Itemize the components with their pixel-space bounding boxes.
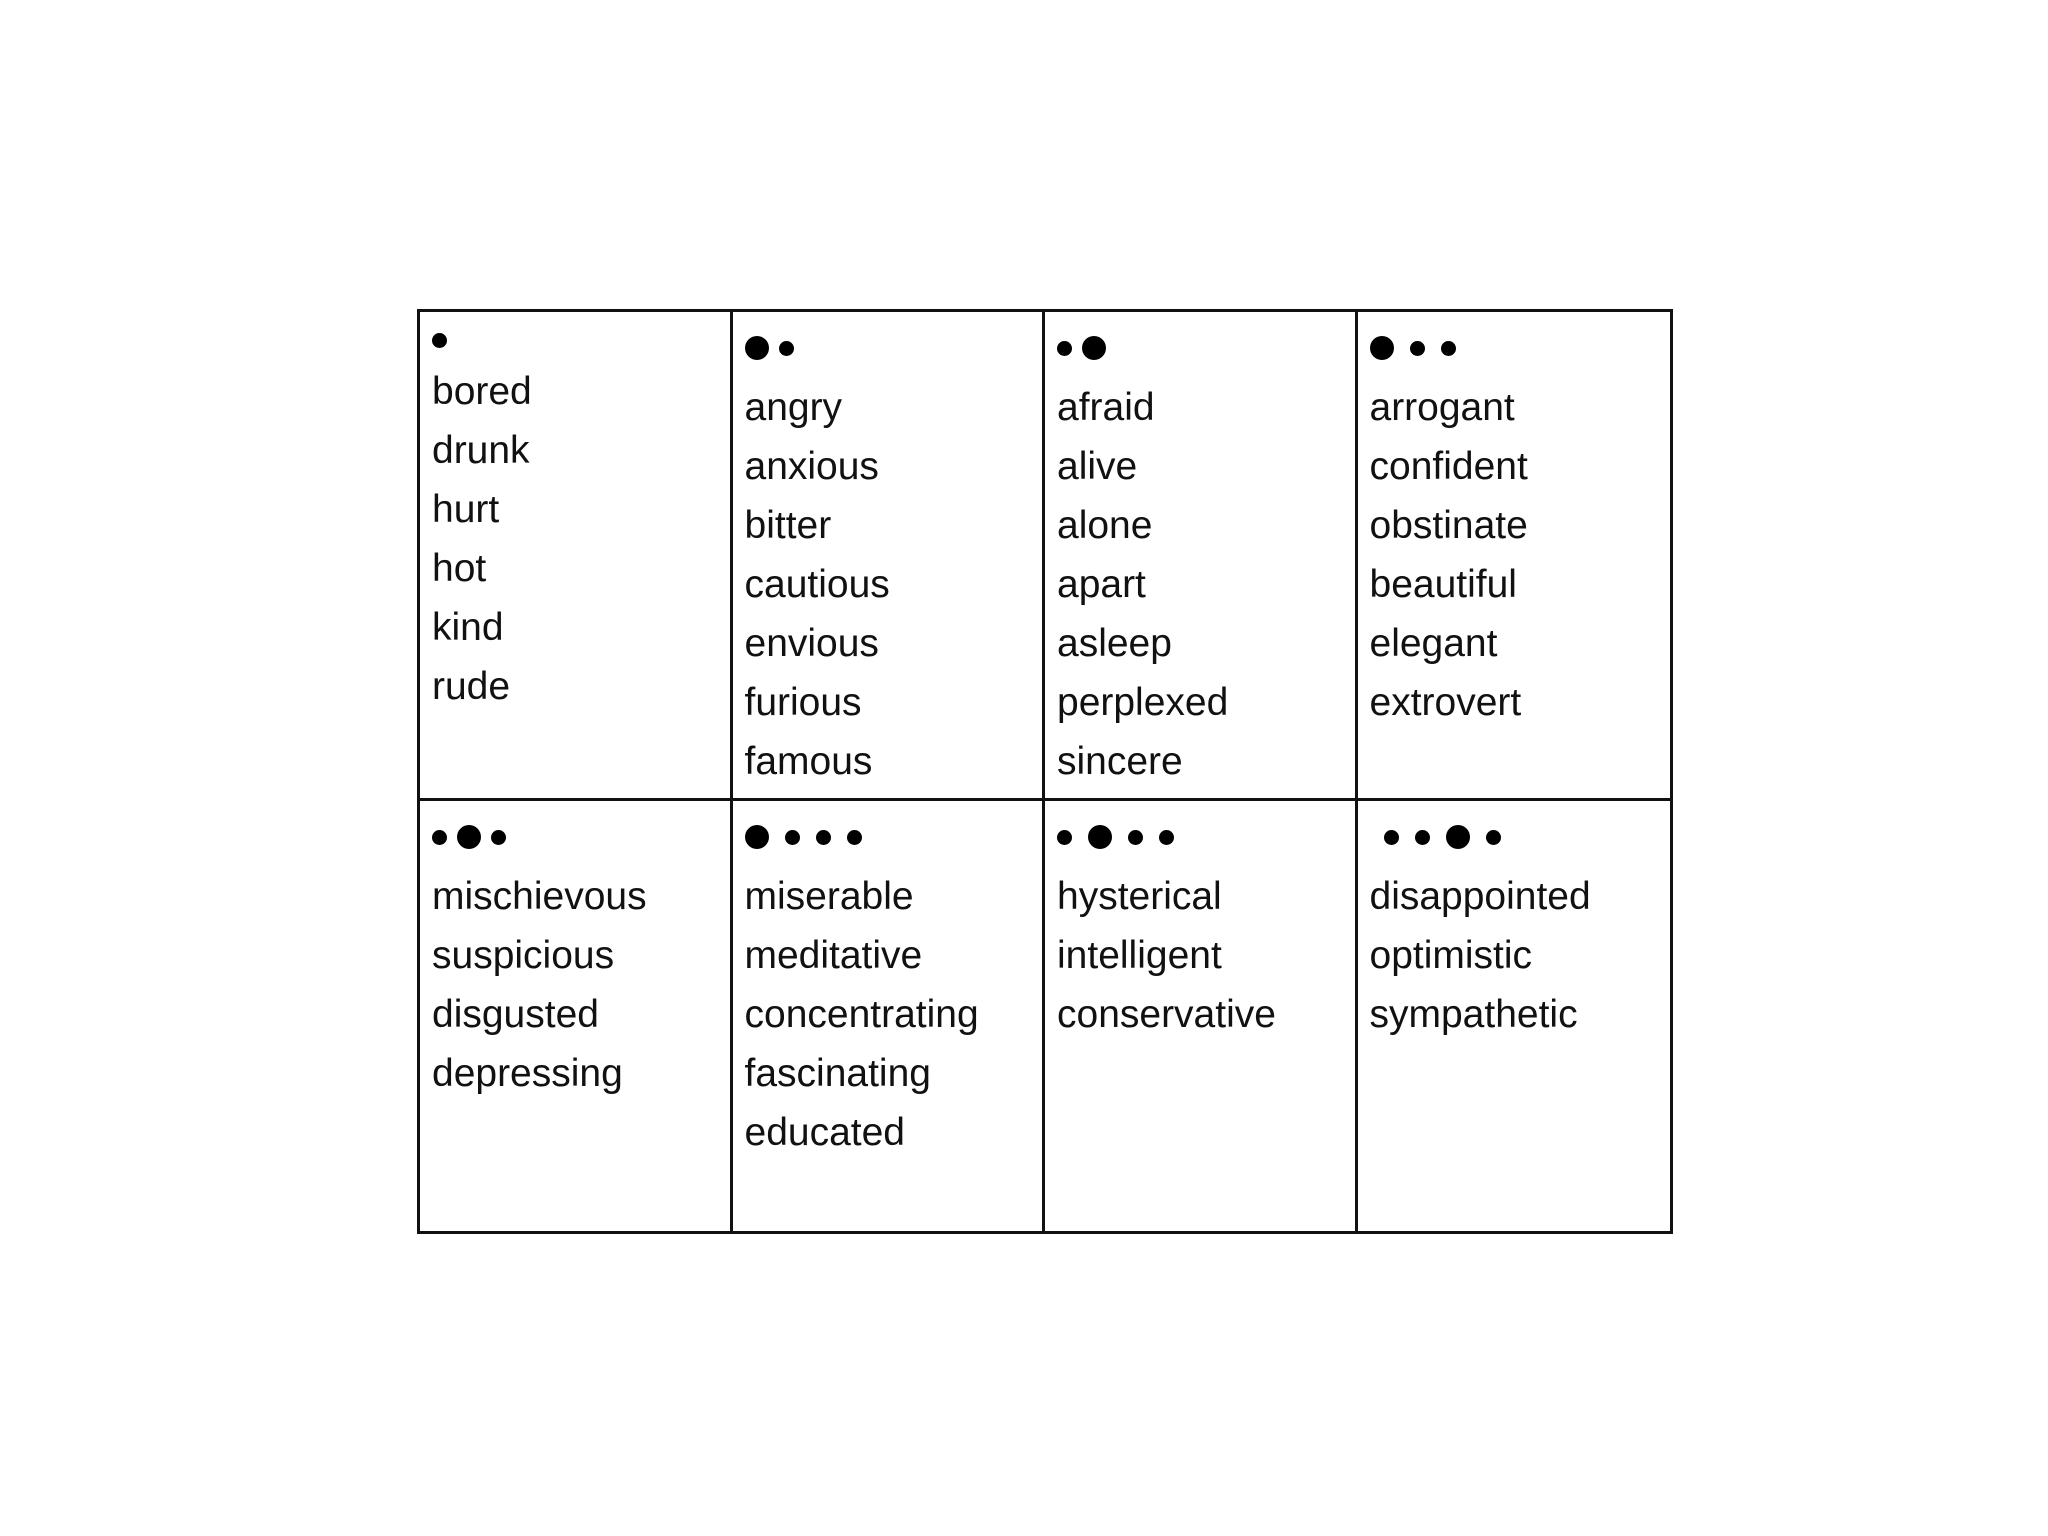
word-item: extrovert (1369, 681, 1522, 724)
word-list (1057, 378, 1355, 791)
stress-pattern (1057, 817, 1355, 857)
table-cell (1358, 801, 1671, 1231)
unstressed-syllable-dot (1159, 830, 1174, 845)
unstressed-syllable-dot (1415, 830, 1430, 845)
word-item: beautiful (1369, 563, 1517, 606)
word-item: arrogant (1369, 386, 1515, 429)
word-item: rude (432, 665, 511, 708)
unstressed-syllable-dot (432, 333, 447, 348)
word-item: drunk (432, 429, 530, 472)
word-item: anxious (744, 445, 879, 488)
unstressed-syllable-dot (491, 830, 506, 845)
word-list (1057, 867, 1355, 1044)
word-item: confident (1369, 445, 1528, 488)
unstressed-syllable-dot (1384, 830, 1399, 845)
word-item: intelligent (1057, 934, 1222, 977)
word-list (745, 378, 1043, 791)
unstressed-syllable-dot (1057, 341, 1072, 356)
word-item: miserable (744, 875, 914, 918)
word-item: obstinate (1369, 504, 1528, 547)
word-item: cautious (744, 563, 890, 606)
unstressed-syllable-dot (1410, 341, 1425, 356)
table-cell (733, 312, 1046, 801)
word-list (432, 362, 730, 716)
stress-pattern (432, 328, 730, 352)
word-item: fascinating (744, 1052, 931, 1095)
word-list (745, 867, 1043, 1162)
table-cell (1358, 312, 1671, 801)
stress-pattern-table (417, 309, 1673, 1234)
word-item: suspicious (432, 934, 615, 977)
stressed-syllable-dot (745, 336, 769, 360)
word-item: sincere (1057, 740, 1183, 783)
stressed-syllable-dot (1370, 336, 1394, 360)
word-item: disgusted (432, 993, 599, 1036)
word-item: bored (432, 370, 532, 413)
stressed-syllable-dot (745, 825, 769, 849)
word-list (1370, 378, 1671, 732)
word-item: meditative (744, 934, 923, 977)
unstressed-syllable-dot (1128, 830, 1143, 845)
table-cell (420, 801, 733, 1231)
word-list (1370, 867, 1671, 1044)
stressed-syllable-dot (1446, 825, 1470, 849)
table-cell (420, 312, 733, 801)
word-item: conservative (1057, 993, 1276, 1036)
word-item: mischievous (432, 875, 647, 918)
stress-pattern (1370, 817, 1671, 857)
word-item: apart (1057, 563, 1146, 606)
stress-pattern (745, 817, 1043, 857)
word-item: optimistic (1369, 934, 1533, 977)
word-item: disappointed (1369, 875, 1591, 918)
word-list (432, 867, 730, 1103)
unstressed-syllable-dot (1486, 830, 1501, 845)
word-item: asleep (1057, 622, 1172, 665)
word-item: alive (1057, 445, 1138, 488)
word-item: elegant (1369, 622, 1498, 665)
word-item: depressing (432, 1052, 623, 1095)
unstressed-syllable-dot (847, 830, 862, 845)
stress-pattern (1370, 328, 1671, 368)
word-item: hurt (432, 488, 500, 531)
word-item: envious (744, 622, 879, 665)
unstressed-syllable-dot (779, 341, 794, 356)
word-item: hysterical (1057, 875, 1222, 918)
word-item: kind (432, 606, 504, 649)
word-item: educated (744, 1111, 905, 1154)
word-item: hot (432, 547, 487, 590)
stress-pattern (432, 817, 730, 857)
table-cell (1045, 312, 1358, 801)
stress-pattern (1057, 328, 1355, 368)
word-item: sympathetic (1369, 993, 1578, 1036)
unstressed-syllable-dot (1441, 341, 1456, 356)
unstressed-syllable-dot (816, 830, 831, 845)
table-cell (1045, 801, 1358, 1231)
word-item: furious (744, 681, 862, 724)
unstressed-syllable-dot (432, 830, 447, 845)
word-item: perplexed (1057, 681, 1229, 724)
unstressed-syllable-dot (785, 830, 800, 845)
word-item: famous (744, 740, 873, 783)
stressed-syllable-dot (1088, 825, 1112, 849)
stress-pattern (745, 328, 1043, 368)
table-cell (733, 801, 1046, 1231)
word-item: angry (744, 386, 843, 429)
stressed-syllable-dot (457, 825, 481, 849)
word-item: concentrating (744, 993, 979, 1036)
word-item: bitter (744, 504, 832, 547)
word-item: alone (1057, 504, 1153, 547)
stressed-syllable-dot (1082, 336, 1106, 360)
word-item: afraid (1057, 386, 1155, 429)
unstressed-syllable-dot (1057, 830, 1072, 845)
